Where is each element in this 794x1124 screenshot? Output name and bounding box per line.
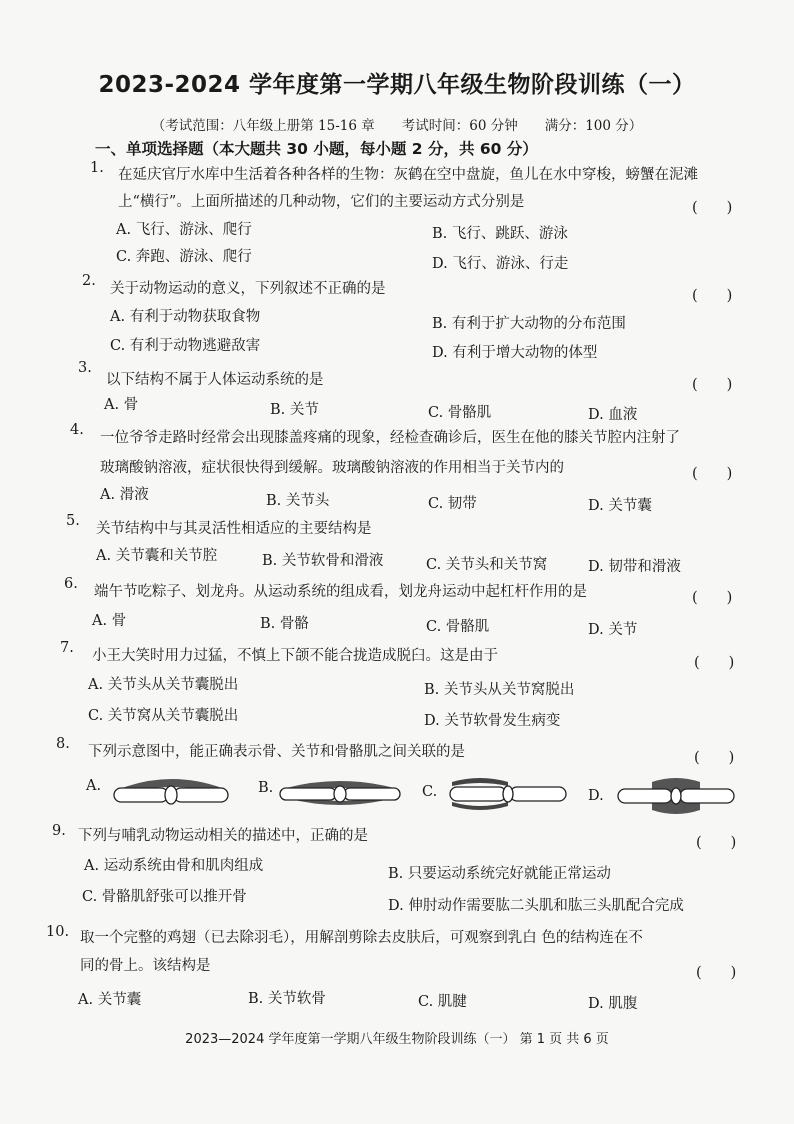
option-b: B. 关节软骨和滑液 — [262, 553, 384, 569]
question-number: 7. — [60, 640, 74, 656]
question-stem: 以下结构不属于人体运动系统的是 — [106, 372, 324, 388]
page-footer: 2023—2024 学年度第一学期八年级生物阶段训练（一） 第 1 页 共 6 页 — [185, 1032, 609, 1047]
option-d: D. 关节软骨发生病变 — [424, 713, 561, 729]
option-d: D. — [588, 788, 604, 804]
option-d: D. 关节囊 — [588, 498, 652, 514]
diagram-option-c — [444, 770, 572, 816]
option-b: B. — [258, 780, 274, 796]
option-a: A. 飞行、游泳、爬行 — [116, 222, 252, 238]
question-stem: 关于动物运动的意义，下列叙述不正确的是 — [110, 281, 386, 297]
answer-blank[interactable]: ( ) — [692, 466, 733, 482]
option-b: B. 关节头从关节窝脱出 — [424, 682, 575, 698]
section-heading: 一、单项选择题（本大题共 30 小题，每小题 2 分，共 60 分） — [95, 140, 538, 158]
question-number: 9. — [52, 823, 66, 839]
question-stem: 小王大笑时用力过猛，不慎上下颌不能合拢造成脱臼。这是由于 — [92, 648, 498, 664]
option-a: A. 关节囊 — [78, 992, 142, 1008]
option-b: B. 飞行、跳跃、游泳 — [432, 226, 568, 242]
answer-blank[interactable]: ( ) — [694, 750, 735, 766]
option-b: B. 关节 — [270, 402, 319, 418]
question-stem: 在延庆官厅水库中生活着各种各样的生物：灰鹤在空中盘旋，鱼儿在水中穿梭，螃蟹在泥滩 — [118, 167, 698, 183]
question-stem: 一位爷爷走路时经常会出现膝盖疼痛的现象，经检查确诊后，医生在他的膝关节腔内注射了 — [100, 430, 680, 446]
option-d: D. 血液 — [588, 407, 638, 423]
option-d: D. 关节 — [588, 622, 638, 638]
question-number: 5. — [66, 513, 80, 529]
option-c: C. 关节窝从关节囊脱出 — [88, 708, 239, 724]
question-number: 8. — [56, 736, 70, 752]
option-a: A. 滑液 — [100, 487, 149, 503]
option-d: D. 有利于增大动物的体型 — [432, 345, 598, 361]
question-number: 3. — [78, 360, 92, 376]
option-b: B. 只要运动系统完好就能正常运动 — [388, 866, 611, 882]
option-a: A. 关节头从关节囊脱出 — [88, 677, 239, 693]
answer-blank[interactable]: ( ) — [692, 590, 733, 606]
diagram-option-a — [108, 768, 236, 814]
question-number: 1. — [90, 160, 104, 176]
answer-blank[interactable]: ( ) — [692, 288, 733, 304]
option-b: B. 关节软骨 — [248, 991, 326, 1007]
option-a: A. 骨 — [92, 613, 127, 629]
question-stem: 下列与哺乳动物运动相关的描述中，正确的是 — [78, 828, 368, 844]
option-c: C. 骨骼肌 — [428, 405, 492, 421]
option-c: C. 韧带 — [428, 496, 477, 512]
question-number: 6. — [64, 576, 78, 592]
option-c: C. — [422, 784, 438, 800]
question-stem: 取一个完整的鸡翅（已去除羽毛），用解剖剪除去皮肤后，可观察到乳白 色的结构连在不 — [80, 930, 643, 946]
option-b: B. 骨骼 — [260, 616, 309, 632]
question-stem: 上“横行”。上面所描述的几种动物，它们的主要运动方式分别是 — [118, 194, 525, 210]
option-a: A. 关节囊和关节腔 — [96, 548, 218, 564]
option-a: A. 运动系统由骨和肌肉组成 — [84, 858, 264, 874]
option-a: A. 有利于动物获取食物 — [110, 309, 261, 325]
answer-blank[interactable]: ( ) — [696, 965, 737, 981]
option-b: B. 关节头 — [266, 493, 330, 509]
option-c: C. 肌腱 — [418, 994, 467, 1010]
option-a: A. — [86, 778, 102, 794]
answer-blank[interactable]: ( ) — [692, 377, 733, 393]
answer-blank[interactable]: ( ) — [694, 655, 735, 671]
question-number: 4. — [70, 422, 84, 438]
option-d: D. 韧带和滑液 — [588, 559, 681, 575]
question-stem: 同的骨上。该结构是 — [80, 958, 211, 974]
option-a: A. 骨 — [104, 397, 139, 413]
option-c: C. 奔跑、游泳、爬行 — [116, 249, 252, 265]
diagram-option-d — [612, 772, 740, 818]
question-number: 10. — [46, 924, 70, 940]
option-d: D. 飞行、游泳、行走 — [432, 256, 569, 272]
option-c: C. 骨骼肌舒张可以推开骨 — [82, 889, 247, 905]
option-d: D. 肌腹 — [588, 996, 638, 1012]
option-c: C. 关节头和关节窝 — [426, 557, 548, 573]
answer-blank[interactable]: ( ) — [692, 200, 733, 216]
option-c: C. 有利于动物逃避敌害 — [110, 338, 261, 354]
exam-title: 2023-2024 学年度第一学期八年级生物阶段训练（一） — [98, 72, 696, 98]
option-d: D. 伸肘动作需要肱二头肌和肱三头肌配合完成 — [388, 898, 684, 914]
question-stem: 端午节吃粽子、划龙舟。从运动系统的组成看，划龙舟运动中起杠杆作用的是 — [94, 584, 587, 600]
diagram-option-b — [276, 768, 404, 814]
question-number: 2. — [82, 273, 96, 289]
option-b: B. 有利于扩大动物的分布范围 — [432, 316, 626, 332]
question-stem: 玻璃酸钠溶液，症状很快得到缓解。玻璃酸钠溶液的作用相当于关节内的 — [100, 460, 564, 476]
question-stem: 下列示意图中，能正确表示骨、关节和骨骼肌之间关联的是 — [88, 744, 465, 760]
option-c: C. 骨骼肌 — [426, 619, 490, 635]
exam-subtitle: （考试范围：八年级上册第 15-16 章 考试时间：60 分钟 满分：100 分） — [151, 118, 643, 134]
answer-blank[interactable]: ( ) — [696, 835, 737, 851]
question-stem: 关节结构中与其灵活性相适应的主要结构是 — [96, 521, 372, 537]
